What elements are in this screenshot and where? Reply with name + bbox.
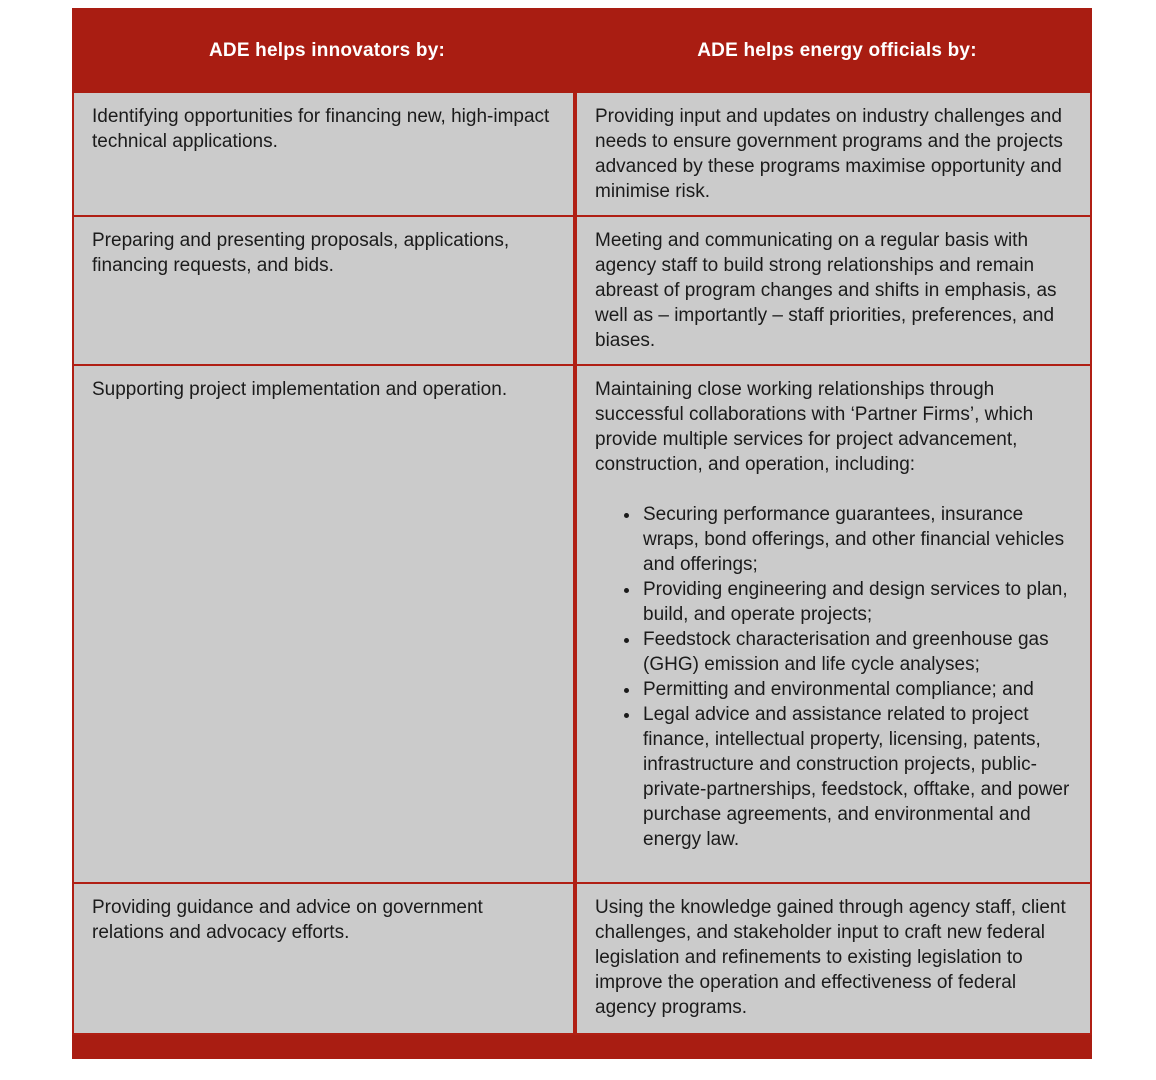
partner-firms-intro: Maintaining close working relationships through successful collaborations with ‘Partner Firms’, which provide multiple services for project advancement, construction, and operation, including: [595, 379, 1034, 475]
cell-officials-partner-firms [577, 366, 1090, 882]
bullet-item-engineering: • Providing engineering and design services to plan, build, and operate projects; [641, 577, 1073, 627]
table-row [74, 93, 1090, 215]
table-body [72, 93, 1092, 1035]
cell-innovators-government-relations: Providing guidance and advice on government relations and advocacy efforts. [74, 884, 577, 1033]
bullet-item-feedstock: • Feedstock characterisation and greenhouse gas (GHG) emission and life cycle analyses; [641, 627, 1073, 677]
cell-officials-industry-input: Providing input and updates on industry challenges and needs to ensure government programs and the projects advanced by these programs maximise opportunity and minimise risk. [577, 93, 1090, 215]
bullet-item-guarantees: • Securing performance guarantees, insurance wraps, bond offerings, and other financial vehicles and offerings; [641, 502, 1073, 577]
bullet-item-legal: • Legal advice and assistance related to project finance, intellectual property, licensing, patents, infrastructure and construction projects, public-private-partnerships, feedstock, offtake, and power purchase agreements, and environmental and energy law. [641, 702, 1073, 852]
cell-innovators-proposals: Preparing and presenting proposals, applications, financing requests, and bids. [74, 217, 577, 364]
header-innovators: ADE helps innovators by: [208, 39, 445, 61]
header-energy-officials: ADE helps energy officials by: [697, 39, 977, 61]
bullet-item-permitting: • Permitting and environmental compliance; and [641, 677, 1073, 702]
cell-officials-legislation: Using the knowledge gained through agency staff, client challenges, and stakeholder input to craft new federal legislation and refinements to existing legislation to improve the operation and effectiveness of federal agency programs. [577, 884, 1090, 1033]
ade-comparison-table [72, 8, 1092, 1059]
cell-officials-meetings: Meeting and communicating on a regular basis with agency staff to build strong relationships and remain abreast of program changes and shifts in emphasis, as well as – importantly – staff priorities, preferences, and biases. [577, 217, 1090, 364]
table-header-row [72, 8, 1092, 93]
partner-firms-bullet-list [595, 502, 1073, 852]
table-row [74, 364, 1090, 882]
cell-innovators-financing: Identifying opportunities for financing new, high-impact technical applications. [74, 93, 577, 215]
bottom-red-bar [72, 1035, 1092, 1059]
cell-innovators-implementation: Supporting project implementation and operation. [74, 366, 577, 882]
table-row [74, 882, 1090, 1033]
table-row [74, 215, 1090, 364]
